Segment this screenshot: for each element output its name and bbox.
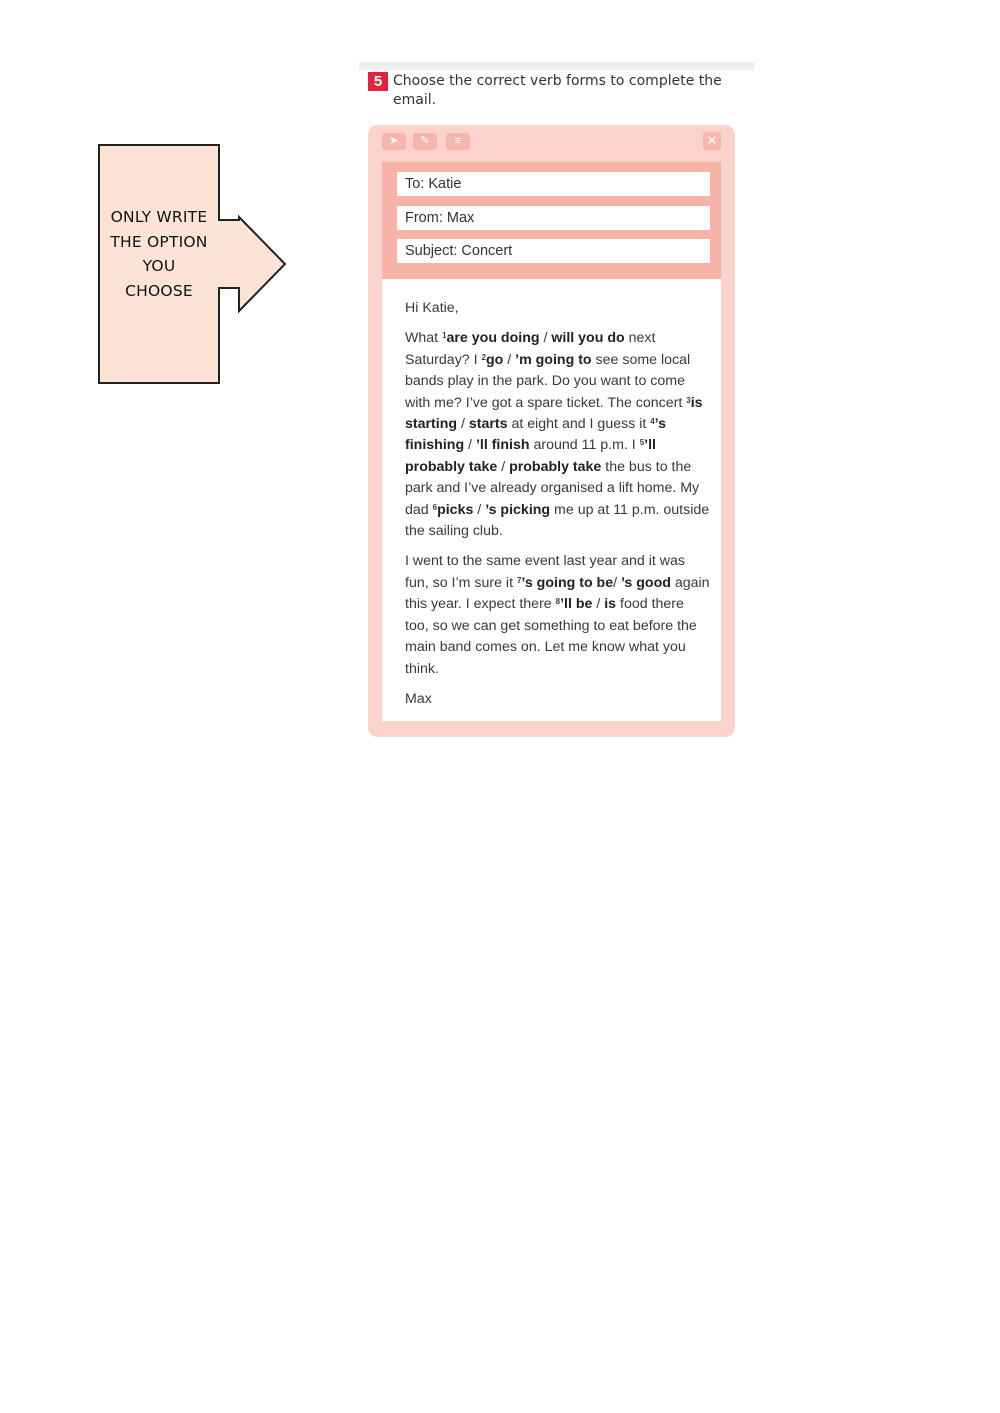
gap-number: 8	[555, 597, 561, 607]
option: ’ll probably take	[405, 437, 656, 475]
signoff: Max	[405, 690, 432, 707]
text-run: again this year. I expect there	[405, 574, 710, 613]
text-run: next Saturday? I	[405, 330, 656, 368]
callout-line: CHOOSE	[125, 281, 193, 300]
option: ’s going to be	[521, 574, 614, 591]
callout-arrow	[97, 143, 289, 387]
option: will you do	[551, 330, 625, 347]
option: ’m going to	[515, 351, 592, 368]
send-icon[interactable]: ➤	[382, 133, 406, 150]
text-run: /	[539, 330, 552, 347]
text-run: /	[592, 596, 605, 613]
attach-icon[interactable]: ✎	[413, 133, 437, 150]
text-run: /	[464, 437, 476, 454]
option: ’ll be	[560, 596, 593, 613]
option: ’s good	[621, 574, 671, 591]
gap-number: 3	[686, 395, 691, 405]
text-run: see some local bands play in the park. Do you want to come with me? I’ve got a spare ticket. The concert	[405, 351, 691, 411]
exercise-number: 5	[368, 72, 388, 91]
from-field[interactable]: From: Max	[397, 206, 710, 230]
email-text	[405, 298, 711, 719]
option: picks	[437, 501, 474, 518]
gap-number: 5	[639, 438, 645, 448]
email-header	[382, 162, 721, 279]
greeting: Hi Katie,	[405, 300, 459, 316]
gap-number: 4	[650, 417, 655, 427]
text-run: /	[497, 458, 510, 475]
option: are you doing	[446, 330, 540, 347]
option: ’s picking	[485, 501, 551, 518]
menu-icon[interactable]: ≡	[446, 133, 470, 150]
to-field[interactable]: To: Katie	[397, 172, 710, 196]
option: probably take	[509, 458, 602, 475]
callout-line: THE OPTION	[110, 232, 208, 251]
option: starts	[468, 416, 508, 433]
exercise-instruction: Choose the correct verb forms to complete the email.	[393, 73, 722, 108]
close-icon[interactable]: ✕	[703, 132, 721, 150]
option: is	[604, 596, 617, 613]
email-window	[368, 125, 735, 737]
gap-number: 7	[516, 575, 522, 585]
text-run: around 11 p.m. I	[529, 437, 640, 454]
text-run: /	[473, 501, 486, 518]
option: is starting	[405, 394, 703, 433]
gap-number: 6	[432, 502, 438, 512]
callout-line: ONLY WRITE	[110, 208, 208, 226]
text-run: What	[405, 330, 443, 347]
text-run: at eight and I guess it	[507, 416, 651, 433]
callout-text	[99, 205, 219, 303]
text-run: me up at 11 p.m. outside the sailing club.	[405, 501, 710, 540]
gap-number: 1	[442, 331, 447, 341]
text-run: /	[457, 416, 469, 433]
subject-field[interactable]: Subject: Concert	[397, 239, 710, 263]
email-body	[382, 279, 721, 721]
text-run: /	[613, 574, 621, 591]
callout-line: YOU	[142, 257, 176, 275]
option: ’ll finish	[475, 437, 530, 454]
text-run: food there too, so we can get something to eat before the main band comes on. Let me know what you think.	[405, 596, 697, 677]
text-run: the bus to the park and I’ve already organised a lift home. My dad	[405, 458, 700, 518]
paragraph-1	[405, 328, 711, 542]
paragraph-2	[405, 551, 711, 679]
option: go	[485, 351, 504, 368]
text-run: I went to the same event last year and it was fun, so I’m sure it	[405, 553, 685, 591]
text-run: /	[503, 351, 516, 368]
gap-number: 2	[481, 352, 486, 362]
option: ’s finishing	[405, 416, 667, 454]
top-divider	[359, 62, 754, 70]
